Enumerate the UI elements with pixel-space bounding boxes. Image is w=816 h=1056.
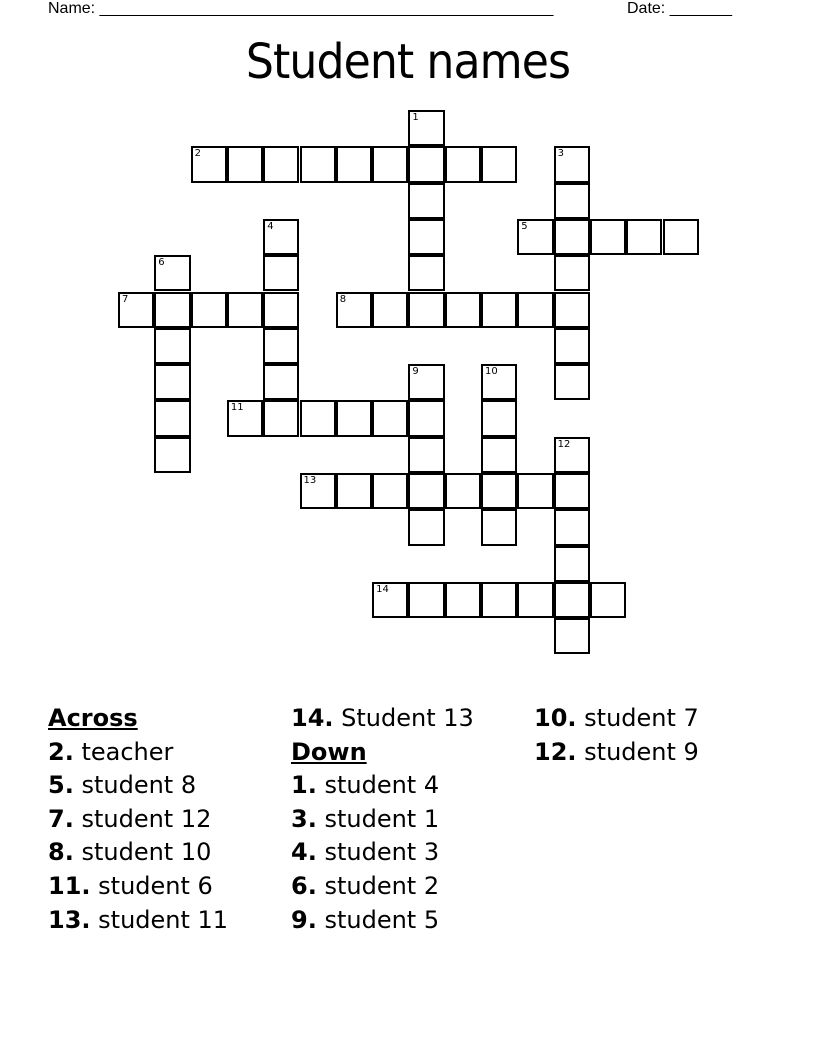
crossword-cell[interactable] xyxy=(445,292,481,328)
clue-down-10 xyxy=(534,702,699,736)
crossword-cell[interactable] xyxy=(408,509,444,545)
crossword-cell[interactable] xyxy=(336,400,372,436)
crossword-cell[interactable] xyxy=(481,473,517,509)
crossword-cell[interactable] xyxy=(554,328,590,364)
clue-number: 7. xyxy=(48,804,74,833)
cell-number: 9 xyxy=(412,366,419,378)
crossword-cell[interactable] xyxy=(626,219,662,255)
crossword-cell[interactable] xyxy=(517,582,553,618)
clue-text: student 2 xyxy=(324,871,440,900)
crossword-cell[interactable] xyxy=(227,146,263,182)
clue-down-1 xyxy=(291,769,474,803)
clue-text: student 10 xyxy=(81,838,212,867)
clue-number: 1. xyxy=(291,771,317,800)
clue-text: student 4 xyxy=(324,771,440,800)
clue-text: student 3 xyxy=(324,838,440,867)
crossword-cell[interactable] xyxy=(408,255,444,291)
cell-number: 1 xyxy=(412,112,419,123)
crossword-cell[interactable] xyxy=(263,219,299,255)
crossword-cell[interactable] xyxy=(300,400,336,436)
clue-across-11 xyxy=(48,870,228,904)
crossword-cell[interactable] xyxy=(263,364,299,400)
cell-number: 7 xyxy=(122,293,129,305)
clue-number: 5. xyxy=(48,771,74,800)
crossword-cell[interactable] xyxy=(372,473,408,509)
crossword-cell[interactable] xyxy=(554,509,590,545)
crossword-cell[interactable] xyxy=(445,146,481,182)
crossword-cell[interactable] xyxy=(481,437,517,473)
crossword-cell[interactable] xyxy=(554,364,590,400)
clue-down-9 xyxy=(291,904,474,938)
crossword-cell[interactable] xyxy=(300,146,336,182)
clue-down-12 xyxy=(534,736,699,770)
crossword-cell[interactable] xyxy=(663,219,699,255)
crossword-cell[interactable] xyxy=(154,400,190,436)
cell-number: 14 xyxy=(376,583,389,595)
crossword-cell[interactable] xyxy=(481,400,517,436)
clue-number: 8. xyxy=(48,838,74,867)
cell-number: 4 xyxy=(267,220,274,232)
crossword-cell[interactable] xyxy=(154,255,190,291)
clue-text: student 1 xyxy=(324,804,440,833)
crossword-cell[interactable] xyxy=(554,473,590,509)
clue-number: 13. xyxy=(48,905,91,934)
crossword-cell[interactable] xyxy=(554,146,590,182)
crossword-cell[interactable] xyxy=(554,255,590,291)
cell-number: 2 xyxy=(194,148,201,160)
crossword-cell[interactable] xyxy=(590,582,626,618)
crossword-cell[interactable] xyxy=(481,364,517,400)
crossword-cell[interactable] xyxy=(445,473,481,509)
crossword-cell[interactable] xyxy=(408,110,444,146)
crossword-cell[interactable] xyxy=(263,292,299,328)
crossword-cell[interactable] xyxy=(554,437,590,473)
crossword-cell[interactable] xyxy=(408,183,444,219)
crossword-cell[interactable] xyxy=(118,292,154,328)
crossword-cell[interactable] xyxy=(445,582,481,618)
clue-number: 11. xyxy=(48,871,91,900)
crossword-cell[interactable] xyxy=(590,219,626,255)
crossword-cell[interactable] xyxy=(481,292,517,328)
crossword-cell[interactable] xyxy=(372,582,408,618)
cell-number: 8 xyxy=(339,293,347,305)
clue-number: 14. xyxy=(291,704,334,732)
clue-number: 6. xyxy=(291,871,317,900)
crossword-cell[interactable] xyxy=(191,292,227,328)
crossword-cell[interactable] xyxy=(300,473,336,509)
clue-number: 10. xyxy=(534,704,577,732)
clue-down-4 xyxy=(291,836,474,870)
clue-text: Student 13 xyxy=(341,704,474,732)
name-field-label: Name: ___________________________________________________ xyxy=(48,0,554,17)
clue-number: 3. xyxy=(291,804,317,833)
crossword-cell[interactable] xyxy=(227,400,263,436)
clue-down-3 xyxy=(291,803,474,837)
crossword-cell[interactable] xyxy=(517,219,553,255)
crossword-cell[interactable] xyxy=(517,473,553,509)
cell-number: 12 xyxy=(557,438,571,450)
clue-text: student 6 xyxy=(98,871,213,900)
crossword-cell[interactable] xyxy=(481,146,517,182)
crossword-cell[interactable] xyxy=(336,146,372,182)
clues-column-1 xyxy=(48,702,228,937)
crossword-cell[interactable] xyxy=(408,364,444,400)
crossword-cell[interactable] xyxy=(554,546,590,582)
crossword-cell[interactable] xyxy=(408,146,444,182)
date-field-label: Date: _______ xyxy=(627,0,732,17)
clue-down-6 xyxy=(291,870,474,904)
clue-text: student 12 xyxy=(81,804,212,833)
crossword-cell[interactable] xyxy=(336,292,372,328)
crossword-cell[interactable] xyxy=(554,219,590,255)
crossword-cell[interactable] xyxy=(408,219,444,255)
crossword-cell[interactable] xyxy=(517,292,553,328)
clue-across-7 xyxy=(48,803,228,837)
crossword-cell[interactable] xyxy=(263,400,299,436)
crossword-cell[interactable] xyxy=(372,400,408,436)
crossword-cell[interactable] xyxy=(154,292,190,328)
crossword-cell[interactable] xyxy=(191,146,227,182)
clue-across-13 xyxy=(48,904,228,938)
crossword-cell[interactable] xyxy=(408,437,444,473)
clue-across-14 xyxy=(291,702,474,736)
down-heading: Down xyxy=(291,737,367,766)
crossword-cell[interactable] xyxy=(408,400,444,436)
crossword-cell[interactable] xyxy=(263,328,299,364)
across-heading: Across xyxy=(48,704,138,732)
crossword-cell[interactable] xyxy=(408,582,444,618)
crossword-cell[interactable] xyxy=(554,582,590,618)
crossword-cell[interactable] xyxy=(154,437,190,473)
crossword-cell[interactable] xyxy=(408,292,444,328)
clue-across-5 xyxy=(48,769,228,803)
crossword-cell[interactable] xyxy=(263,255,299,291)
cell-number: 5 xyxy=(521,220,528,232)
crossword-cell[interactable] xyxy=(481,582,517,618)
clues-column-2 xyxy=(291,702,474,937)
crossword-cell[interactable] xyxy=(372,292,408,328)
clue-across-8 xyxy=(48,836,228,870)
cell-number: 11 xyxy=(230,402,244,414)
cell-number: 3 xyxy=(557,148,564,160)
crossword-cell[interactable] xyxy=(481,509,517,545)
clue-text: student 7 xyxy=(584,704,699,732)
clue-number: 2. xyxy=(48,737,74,766)
clue-number: 12. xyxy=(534,737,577,766)
crossword-cell[interactable] xyxy=(227,292,263,328)
crossword-cell[interactable] xyxy=(554,292,590,328)
crossword-cell[interactable] xyxy=(554,183,590,219)
clue-text: student 9 xyxy=(584,737,699,766)
crossword-cell[interactable] xyxy=(372,146,408,182)
crossword-cell[interactable] xyxy=(263,146,299,182)
crossword-cell[interactable] xyxy=(554,618,590,654)
clue-text: student 11 xyxy=(98,905,229,934)
page-title: Student names xyxy=(245,34,571,90)
cell-number: 13 xyxy=(303,475,317,486)
crossword-cell[interactable] xyxy=(154,328,190,364)
clue-text: teacher xyxy=(81,737,174,766)
clue-number: 9. xyxy=(291,905,317,934)
clue-text: student 8 xyxy=(81,771,197,800)
cell-number: 6 xyxy=(158,257,165,269)
clue-text: student 5 xyxy=(324,905,440,934)
clue-across-2 xyxy=(48,736,228,770)
crossword-cell[interactable] xyxy=(154,364,190,400)
crossword-cell[interactable] xyxy=(336,473,372,509)
cell-number: 10 xyxy=(485,366,498,378)
crossword-cell[interactable] xyxy=(408,473,444,509)
clues-column-3 xyxy=(534,702,699,769)
clue-number: 4. xyxy=(291,838,317,867)
